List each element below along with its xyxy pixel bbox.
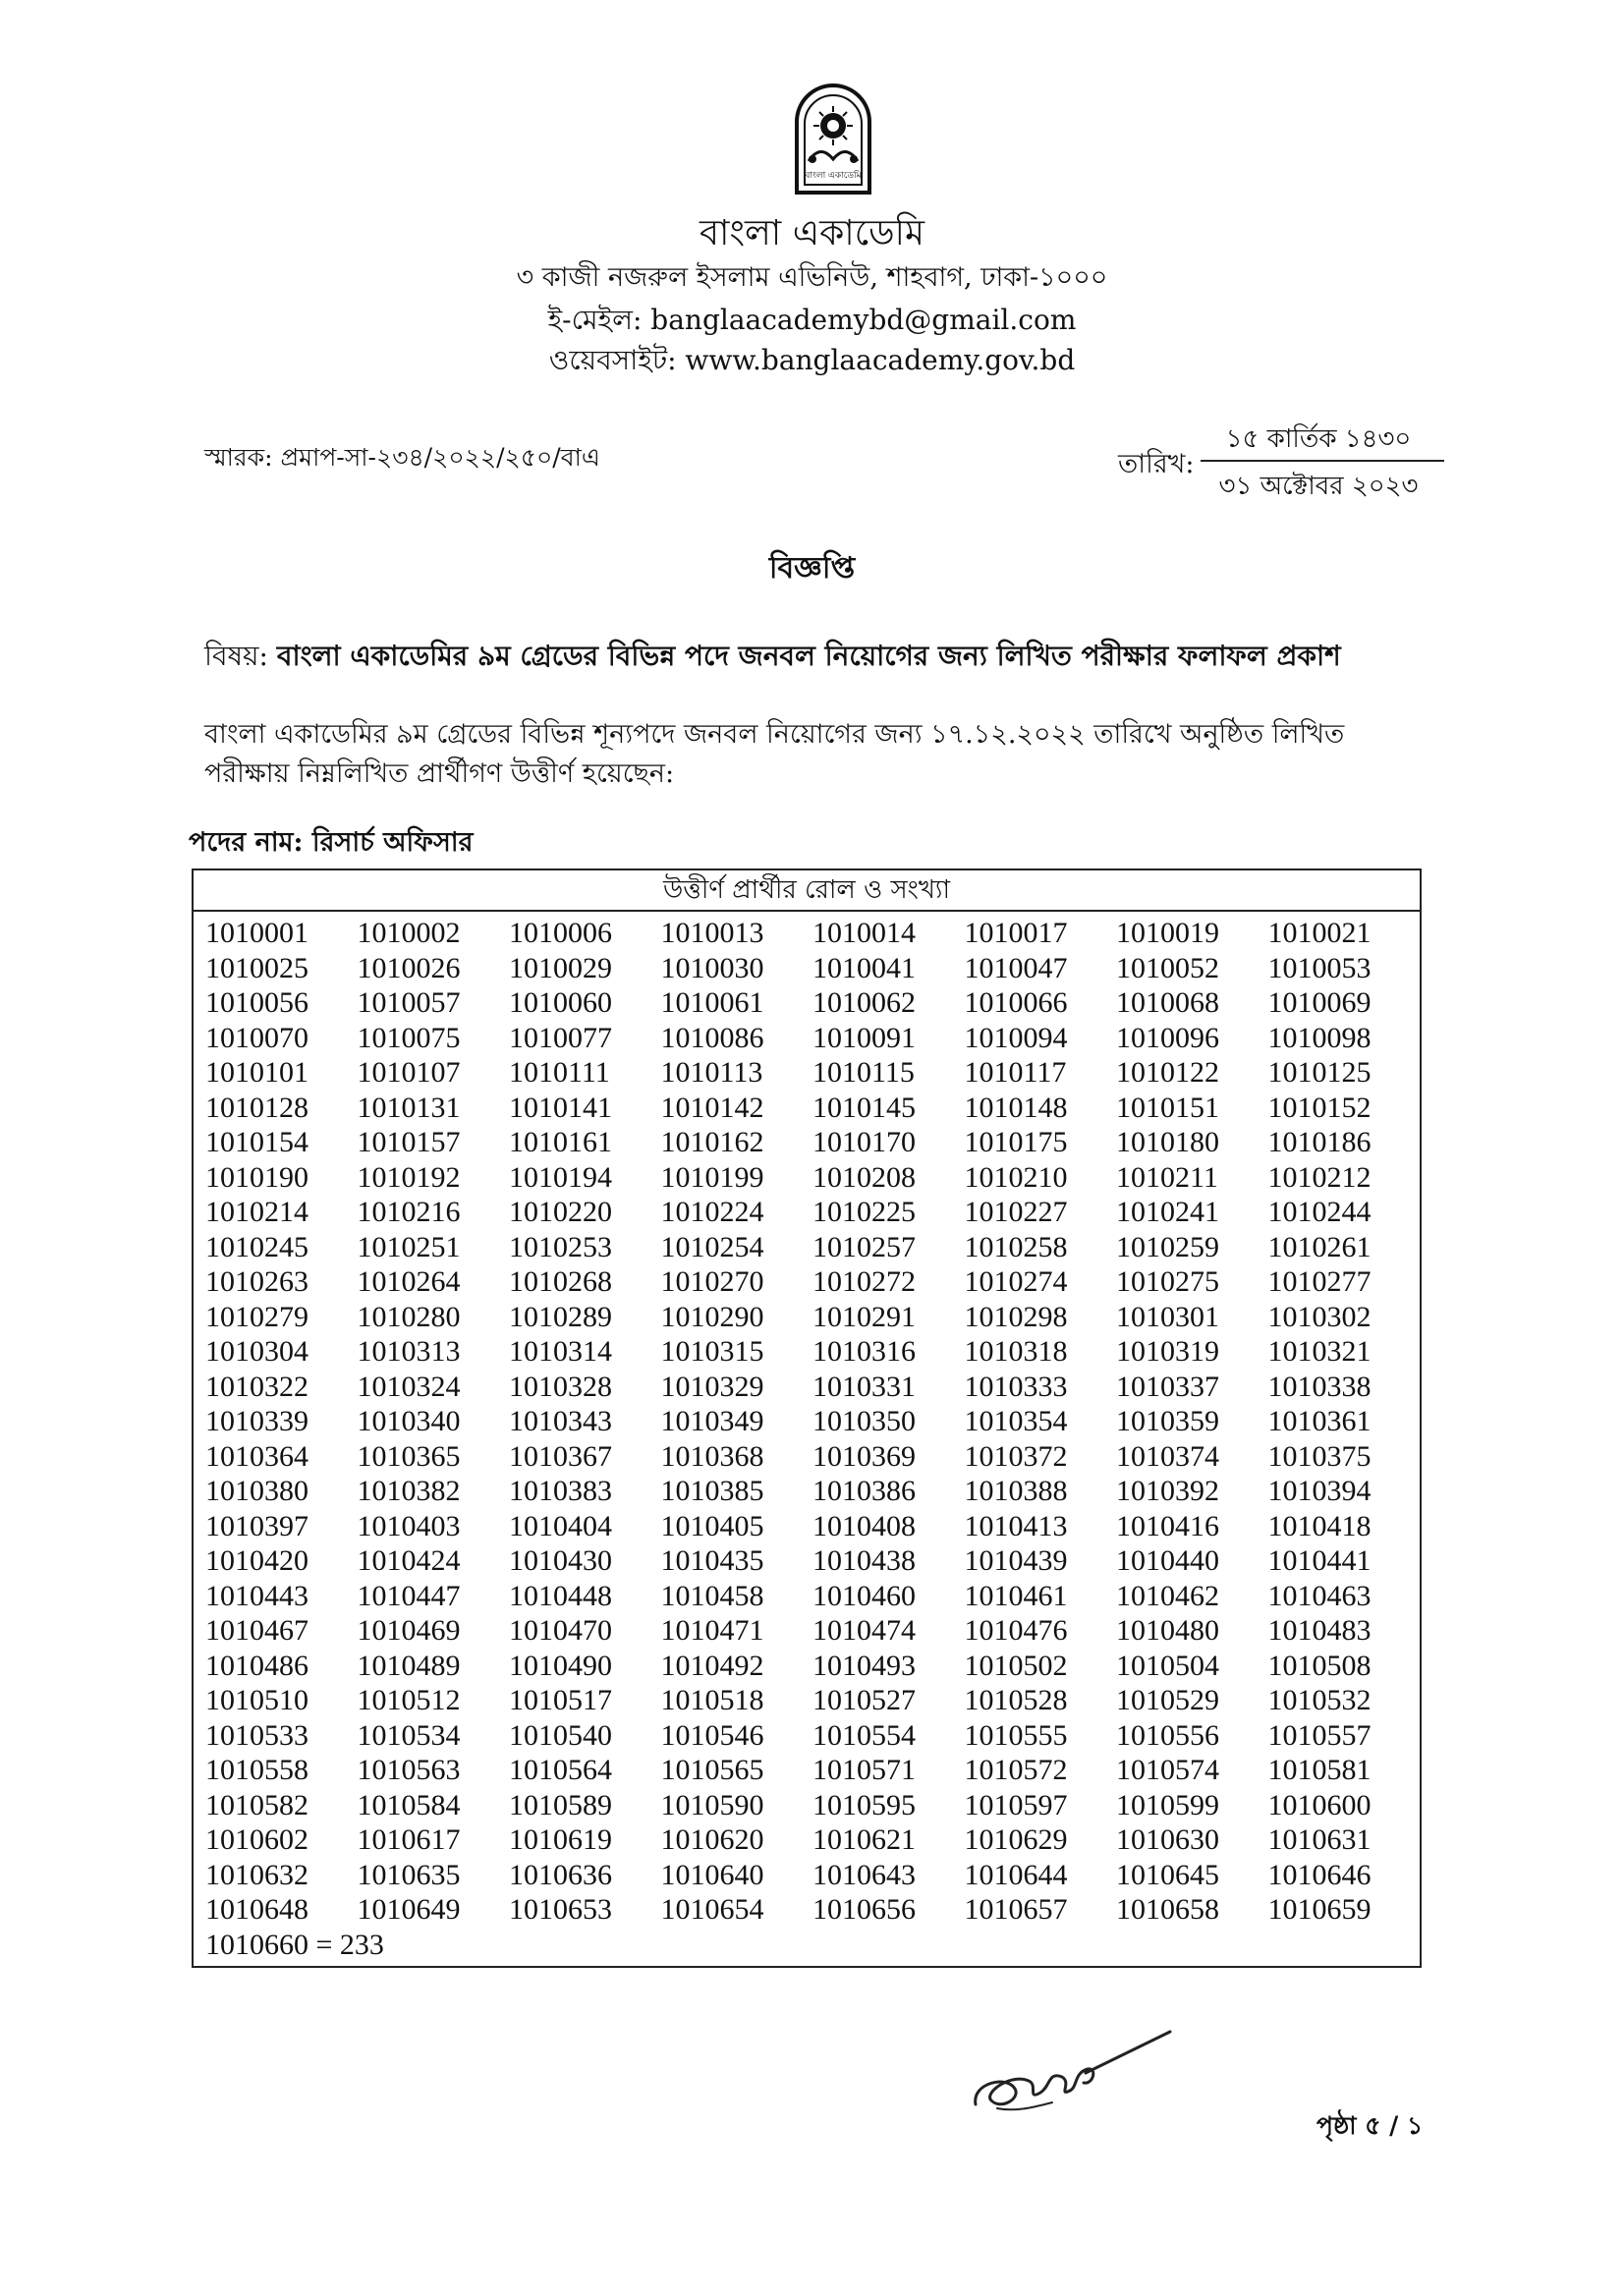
- roll-number: 1010343: [509, 1405, 612, 1437]
- roll-number: 1010565: [660, 1754, 764, 1786]
- roll-number: 1010047: [964, 951, 1068, 984]
- roll-number: 1010640: [660, 1858, 764, 1891]
- roll-number: 1010314: [509, 1335, 612, 1368]
- roll-number: 1010128: [205, 1091, 308, 1124]
- roll-number: 1010383: [509, 1475, 612, 1507]
- roll-number: 1010115: [812, 1056, 915, 1089]
- roll-number: 1010645: [1116, 1858, 1219, 1891]
- roll-number: 1010030: [660, 951, 764, 984]
- roll-number: 1010304: [205, 1335, 308, 1368]
- roll-number: 1010180: [1116, 1126, 1219, 1158]
- roll-number: 1010397: [205, 1509, 308, 1542]
- organization-address: ৩ কাজী নজরুল ইসলাম এভিনিউ, শাহবাগ, ঢাকা-১০০০: [516, 262, 1108, 293]
- roll-number: 1010313: [357, 1335, 461, 1368]
- roll-number: 1010001: [205, 917, 308, 949]
- roll-number: 1010599: [1116, 1788, 1219, 1821]
- table-row: [205, 1474, 1420, 1509]
- roll-number: 1010291: [812, 1300, 916, 1333]
- post-name: পদের নাম: রিসার্চ অফিসার: [189, 827, 474, 858]
- date-divider: [1201, 460, 1444, 462]
- roll-number: 1010476: [964, 1614, 1068, 1647]
- roll-number: 1010272: [812, 1265, 916, 1298]
- roll-number: 1010439: [964, 1544, 1068, 1577]
- roll-number: 1010199: [660, 1160, 764, 1194]
- roll-number: 1010322: [205, 1370, 308, 1403]
- roll-number: 1010290: [660, 1300, 764, 1333]
- roll-number: 1010527: [812, 1684, 916, 1716]
- roll-number: 1010142: [660, 1091, 764, 1124]
- roll-number: 1010359: [1116, 1405, 1219, 1437]
- roll-number: 1010558: [205, 1754, 308, 1786]
- roll-number: 1010629: [964, 1823, 1068, 1856]
- roll-number: 1010244: [1267, 1196, 1372, 1228]
- passed-candidates-table: [192, 868, 1422, 1968]
- roll-number: 1010301: [1116, 1300, 1219, 1333]
- roll-number: 1010006: [509, 917, 612, 949]
- roll-number: 1010394: [1267, 1475, 1372, 1507]
- roll-number: 1010268: [509, 1265, 612, 1298]
- roll-number: 1010440: [1116, 1544, 1219, 1577]
- roll-number: 1010053: [1267, 951, 1372, 984]
- roll-number: 1010408: [812, 1509, 916, 1542]
- roll-number: 1010404: [509, 1509, 612, 1542]
- roll-number: 1010111: [509, 1056, 610, 1089]
- roll-number: 1010403: [357, 1509, 461, 1542]
- roll-number: 1010392: [1116, 1475, 1219, 1507]
- roll-number: 1010318: [964, 1335, 1068, 1368]
- roll-number: 1010192: [357, 1160, 461, 1194]
- roll-number: 1010227: [964, 1196, 1068, 1228]
- roll-number: 1010380: [205, 1475, 308, 1507]
- roll-number: 1010277: [1267, 1265, 1372, 1298]
- roll-number: 1010175: [964, 1126, 1068, 1158]
- roll-number: 1010157: [357, 1126, 461, 1158]
- roll-number: 1010470: [509, 1614, 612, 1647]
- roll-number: 1010458: [660, 1579, 764, 1612]
- roll-number: 1010220: [509, 1196, 612, 1228]
- table-row: [205, 985, 1420, 1021]
- roll-number: 1010631: [1267, 1823, 1372, 1856]
- roll-number: 1010517: [509, 1684, 612, 1716]
- roll-number: 1010480: [1116, 1614, 1219, 1647]
- date-bangla: ১৫ কার্তিক ১৪৩০: [1225, 424, 1412, 454]
- roll-number: 1010416: [1116, 1509, 1219, 1542]
- roll-number: 1010589: [509, 1788, 612, 1821]
- roll-number: 1010113: [660, 1056, 763, 1089]
- roll-number: 1010170: [812, 1126, 916, 1158]
- table-row: [205, 1509, 1420, 1544]
- roll-number: 1010595: [812, 1788, 916, 1821]
- roll-number: 1010151: [1116, 1091, 1219, 1124]
- roll-number: 1010302: [1267, 1300, 1372, 1333]
- roll-number: 1010510: [205, 1684, 308, 1716]
- table-row: [205, 1543, 1420, 1579]
- roll-number: 1010212: [1267, 1160, 1372, 1194]
- roll-number: 1010430: [509, 1544, 612, 1577]
- roll-number: 1010643: [812, 1858, 916, 1891]
- roll-number: 1010632: [205, 1858, 308, 1891]
- roll-number: 1010461: [964, 1579, 1068, 1612]
- roll-number: 1010447: [357, 1579, 461, 1612]
- roll-number: 1010385: [660, 1475, 764, 1507]
- roll-number: 1010617: [357, 1823, 461, 1856]
- roll-number: 1010052: [1116, 951, 1219, 984]
- roll-number: 1010619: [509, 1823, 612, 1856]
- roll-number: 1010014: [812, 917, 916, 949]
- date-label: তারিখ:: [1118, 449, 1195, 479]
- roll-number: 1010574: [1116, 1754, 1219, 1786]
- roll-number: 1010469: [357, 1614, 461, 1647]
- organization-email: ই-মেইল: banglaacademybd@gmail.com: [547, 304, 1077, 336]
- roll-number: 1010254: [660, 1230, 764, 1263]
- roll-number: 1010368: [660, 1439, 764, 1473]
- table-row: [205, 1055, 1420, 1091]
- roll-number: 1010216: [357, 1196, 461, 1228]
- roll-number: 1010214: [205, 1196, 308, 1228]
- roll-number: 1010333: [964, 1370, 1068, 1403]
- roll-number: 1010563: [357, 1754, 461, 1786]
- roll-number: 1010564: [509, 1754, 612, 1786]
- roll-number: 1010556: [1116, 1718, 1219, 1752]
- roll-number: 1010131: [357, 1091, 461, 1124]
- roll-number: 1010056: [205, 986, 308, 1019]
- roll-number: 1010211: [1116, 1160, 1218, 1194]
- roll-number: 1010117: [964, 1056, 1067, 1089]
- roll-number: 1010070: [205, 1021, 308, 1054]
- roll-number: 1010066: [964, 986, 1068, 1019]
- table-row: [205, 1579, 1420, 1614]
- roll-number: 1010091: [812, 1021, 916, 1054]
- table-row: [205, 1264, 1420, 1300]
- roll-number: 1010349: [660, 1405, 764, 1437]
- roll-number: 1010098: [1267, 1021, 1372, 1054]
- roll-number: 1010590: [660, 1788, 764, 1821]
- roll-number: 1010584: [357, 1788, 461, 1821]
- roll-number: 1010405: [660, 1509, 764, 1542]
- roll-number: 1010504: [1116, 1649, 1219, 1682]
- table-body: [194, 912, 1420, 1966]
- roll-number: 1010493: [812, 1649, 916, 1682]
- roll-number: 1010424: [357, 1544, 461, 1577]
- roll-number: 1010540: [509, 1718, 612, 1752]
- roll-number: 1010141: [509, 1091, 612, 1124]
- roll-number: 1010041: [812, 951, 916, 984]
- roll-number: 1010489: [357, 1649, 461, 1682]
- roll-number: 1010224: [660, 1196, 764, 1228]
- roll-number: 1010319: [1116, 1335, 1219, 1368]
- roll-number: 1010492: [660, 1649, 764, 1682]
- roll-number: 1010463: [1267, 1579, 1372, 1612]
- roll-number: 1010339: [205, 1405, 308, 1437]
- subject-text: বাংলা একাডেমির ৯ম গ্রেডের বিভিন্ন পদে জনবল নিয়োগের জন্য লিখিত পরীক্ষার ফলাফল প্রকাশ: [276, 640, 1341, 672]
- roll-number: 1010086: [660, 1021, 764, 1054]
- roll-number: 1010068: [1116, 986, 1219, 1019]
- table-row: [205, 1753, 1420, 1788]
- roll-number: 1010190: [205, 1160, 308, 1194]
- roll-number: 1010337: [1116, 1370, 1219, 1403]
- bangla-academy-logo: [789, 83, 877, 200]
- roll-number: 1010654: [660, 1893, 764, 1926]
- roll-number: 1010620: [660, 1823, 764, 1856]
- roll-number: 1010374: [1116, 1439, 1219, 1473]
- roll-number: 1010062: [812, 986, 916, 1019]
- roll-number: 1010263: [205, 1265, 308, 1298]
- roll-number: 1010321: [1267, 1335, 1372, 1368]
- roll-number: 1010571: [812, 1754, 916, 1786]
- roll-number: 1010435: [660, 1544, 764, 1577]
- roll-number: 1010208: [812, 1160, 916, 1194]
- table-row: [205, 1439, 1420, 1475]
- roll-number: 1010094: [964, 1021, 1068, 1054]
- roll-number: 1010061: [660, 986, 764, 1019]
- roll-number: 1010251: [357, 1230, 461, 1263]
- roll-number: 1010280: [357, 1300, 461, 1333]
- roll-number: 1010152: [1267, 1091, 1372, 1124]
- roll-number: 1010364: [205, 1439, 308, 1473]
- roll-number: 1010145: [812, 1091, 916, 1124]
- roll-number: 1010572: [964, 1754, 1068, 1786]
- roll-number: 1010467: [205, 1614, 308, 1647]
- table-row: [205, 1370, 1420, 1405]
- roll-number: 1010657: [964, 1893, 1068, 1926]
- signature: [968, 2014, 1184, 2122]
- roll-number: 1010649: [357, 1893, 461, 1926]
- roll-number: 1010630: [1116, 1823, 1219, 1856]
- roll-number: 1010365: [357, 1439, 461, 1473]
- roll-number: 1010441: [1267, 1544, 1372, 1577]
- roll-number: 1010529: [1116, 1684, 1219, 1716]
- table-row: [205, 1160, 1420, 1196]
- roll-number: 1010518: [660, 1684, 764, 1716]
- roll-number: 1010635: [357, 1858, 461, 1891]
- roll-number: 1010656: [812, 1893, 916, 1926]
- roll-number: 1010021: [1267, 917, 1372, 949]
- roll-number: 1010077: [509, 1021, 612, 1054]
- table-row: [205, 1858, 1420, 1893]
- roll-number: 1010148: [964, 1091, 1068, 1124]
- table-row: [205, 1091, 1420, 1126]
- roll-number: 1010161: [509, 1126, 612, 1158]
- table-row: [205, 1195, 1420, 1230]
- roll-number: 1010438: [812, 1544, 916, 1577]
- roll-number: 1010382: [357, 1475, 461, 1507]
- roll-number: 1010555: [964, 1718, 1068, 1752]
- roll-number: 1010600: [1267, 1788, 1372, 1821]
- roll-number: 1010597: [964, 1788, 1068, 1821]
- roll-number: 1010060: [509, 986, 612, 1019]
- notice-title: বিজ্ঞপ্তি: [768, 551, 856, 586]
- roll-number: 1010075: [357, 1021, 461, 1054]
- notice-body: বাংলা একাডেমির ৯ম গ্রেডের বিভিন্ন শূন্যপদে জনবল নিয়োগের জন্য ১৭.১২.২০২২ তারিখে অনুষ্ঠিত লিখিত পরীক্ষায় নিম্নলিখিত প্রার্থীগণ উত্তীর্ণ হয়েছেন:: [204, 719, 1345, 789]
- table-row: [205, 1334, 1420, 1370]
- roll-number: 1010659: [1267, 1893, 1372, 1926]
- roll-number: 1010289: [509, 1300, 612, 1333]
- roll-number: 1010154: [205, 1126, 308, 1158]
- roll-number: 1010388: [964, 1475, 1068, 1507]
- roll-number: 1010259: [1116, 1230, 1219, 1263]
- table-row: [205, 1683, 1420, 1718]
- roll-number: 1010367: [509, 1439, 612, 1473]
- roll-number: 1010338: [1267, 1370, 1372, 1403]
- subject-line: [204, 635, 1341, 681]
- table-row: [205, 1822, 1420, 1858]
- roll-number: 1010554: [812, 1718, 916, 1752]
- table-row: [205, 1021, 1420, 1056]
- roll-number: 1010471: [660, 1614, 764, 1647]
- roll-number: 1010194: [509, 1160, 612, 1194]
- roll-number: 1010057: [357, 986, 461, 1019]
- memo-number: স্মারক: প্রমাপ-সা-২৩৪/২০২২/২৫০/বাএ: [204, 443, 600, 472]
- roll-number: 1010013: [660, 917, 764, 949]
- roll-number: 1010644: [964, 1858, 1068, 1891]
- roll-number: 1010122: [1116, 1056, 1219, 1089]
- roll-number: 1010420: [205, 1544, 308, 1577]
- table-row: [205, 1718, 1420, 1754]
- roll-number: 1010386: [812, 1475, 916, 1507]
- table-total-line: 1010660 = 233: [205, 1928, 384, 1961]
- roll-number: 1010546: [660, 1718, 764, 1752]
- subject-label: বিষয়:: [204, 640, 268, 672]
- roll-number: 1010225: [812, 1196, 916, 1228]
- roll-number: 1010019: [1116, 917, 1219, 949]
- roll-number: 1010107: [357, 1056, 461, 1089]
- roll-number: 1010069: [1267, 986, 1372, 1019]
- roll-number: 1010258: [964, 1230, 1068, 1263]
- roll-number: 1010448: [509, 1579, 612, 1612]
- roll-number: 1010418: [1267, 1509, 1372, 1542]
- table-header: উত্তীর্ণ প্রার্থীর রোল ও সংখ্যা: [194, 870, 1420, 912]
- roll-number: 1010508: [1267, 1649, 1372, 1682]
- roll-number: 1010361: [1267, 1405, 1372, 1437]
- roll-number: 1010636: [509, 1858, 612, 1891]
- table-row: [205, 1300, 1420, 1335]
- table-row: [205, 951, 1420, 986]
- roll-number: 1010162: [660, 1126, 764, 1158]
- roll-number: 1010125: [1267, 1056, 1372, 1089]
- roll-number: 1010017: [964, 917, 1068, 949]
- roll-number: 1010512: [357, 1684, 461, 1716]
- roll-number: 1010002: [357, 917, 461, 949]
- roll-number: 1010316: [812, 1335, 916, 1368]
- roll-number: 1010029: [509, 951, 612, 984]
- roll-number: 1010025: [205, 951, 308, 984]
- roll-number: 1010253: [509, 1230, 612, 1263]
- roll-number: 1010298: [964, 1300, 1068, 1333]
- roll-number: 1010279: [205, 1300, 308, 1333]
- roll-number: 1010270: [660, 1265, 764, 1298]
- roll-number: 1010581: [1267, 1754, 1372, 1786]
- table-row: [205, 1125, 1420, 1160]
- roll-number: 1010621: [812, 1823, 916, 1856]
- roll-number: 1010354: [964, 1405, 1068, 1437]
- roll-number: 1010274: [964, 1265, 1068, 1298]
- roll-number: 1010186: [1267, 1126, 1372, 1158]
- roll-number: 1010264: [357, 1265, 461, 1298]
- roll-number: 1010245: [205, 1230, 308, 1263]
- table-row: [205, 916, 1420, 951]
- roll-number: 1010329: [660, 1370, 764, 1403]
- roll-number: 1010557: [1267, 1718, 1372, 1752]
- roll-number: 1010653: [509, 1893, 612, 1926]
- date-gregorian: ৩১ অক্টোবর ২০২৩: [1218, 472, 1419, 501]
- roll-number: 1010602: [205, 1823, 308, 1856]
- table-row: [205, 1230, 1420, 1265]
- roll-number: 1010413: [964, 1509, 1068, 1542]
- roll-number: 1010502: [964, 1649, 1068, 1682]
- roll-number: 1010369: [812, 1439, 916, 1473]
- roll-number: 1010210: [964, 1160, 1068, 1194]
- roll-number: 1010443: [205, 1579, 308, 1612]
- roll-number: 1010582: [205, 1788, 308, 1821]
- organization-website: ওয়েবসাইট: www.banglaacademy.gov.bd: [548, 344, 1076, 376]
- roll-number: 1010486: [205, 1649, 308, 1682]
- roll-number: 1010026: [357, 951, 461, 984]
- roll-number: 1010532: [1267, 1684, 1372, 1716]
- roll-number: 1010375: [1267, 1439, 1372, 1473]
- roll-number: 1010462: [1116, 1579, 1219, 1612]
- roll-number: 1010658: [1116, 1893, 1219, 1926]
- roll-number: 1010340: [357, 1405, 461, 1437]
- roll-number: 1010275: [1116, 1265, 1219, 1298]
- roll-number: 1010241: [1116, 1196, 1219, 1228]
- svg-text:বাংলা একাডেমি: বাংলা একাডেমি: [805, 171, 862, 181]
- roll-number: 1010350: [812, 1405, 916, 1437]
- roll-number: 1010646: [1267, 1858, 1372, 1891]
- organization-name: বাংলা একাডেমি: [700, 213, 924, 253]
- table-row: [205, 1404, 1420, 1439]
- roll-number: 1010648: [205, 1893, 308, 1926]
- table-row: [205, 1788, 1420, 1823]
- roll-number: 1010534: [357, 1718, 461, 1752]
- roll-number: 1010490: [509, 1649, 612, 1682]
- table-row: [205, 1613, 1420, 1649]
- roll-number: 1010324: [357, 1370, 461, 1403]
- roll-number: 1010261: [1267, 1230, 1372, 1263]
- roll-number: 1010328: [509, 1370, 612, 1403]
- roll-number: 1010533: [205, 1718, 308, 1752]
- roll-number: 1010474: [812, 1614, 916, 1647]
- page-number: পৃষ্ঠা ৫ / ১: [1316, 2111, 1424, 2140]
- roll-number: 1010372: [964, 1439, 1068, 1473]
- roll-number: 1010460: [812, 1579, 916, 1612]
- table-row: [205, 1892, 1420, 1928]
- roll-number: 1010101: [205, 1056, 308, 1089]
- roll-number: 1010331: [812, 1370, 916, 1403]
- roll-number: 1010096: [1116, 1021, 1219, 1054]
- roll-number: 1010528: [964, 1684, 1068, 1716]
- table-row: [205, 1649, 1420, 1684]
- roll-number: 1010257: [812, 1230, 916, 1263]
- roll-number: 1010315: [660, 1335, 764, 1368]
- roll-number: 1010483: [1267, 1614, 1372, 1647]
